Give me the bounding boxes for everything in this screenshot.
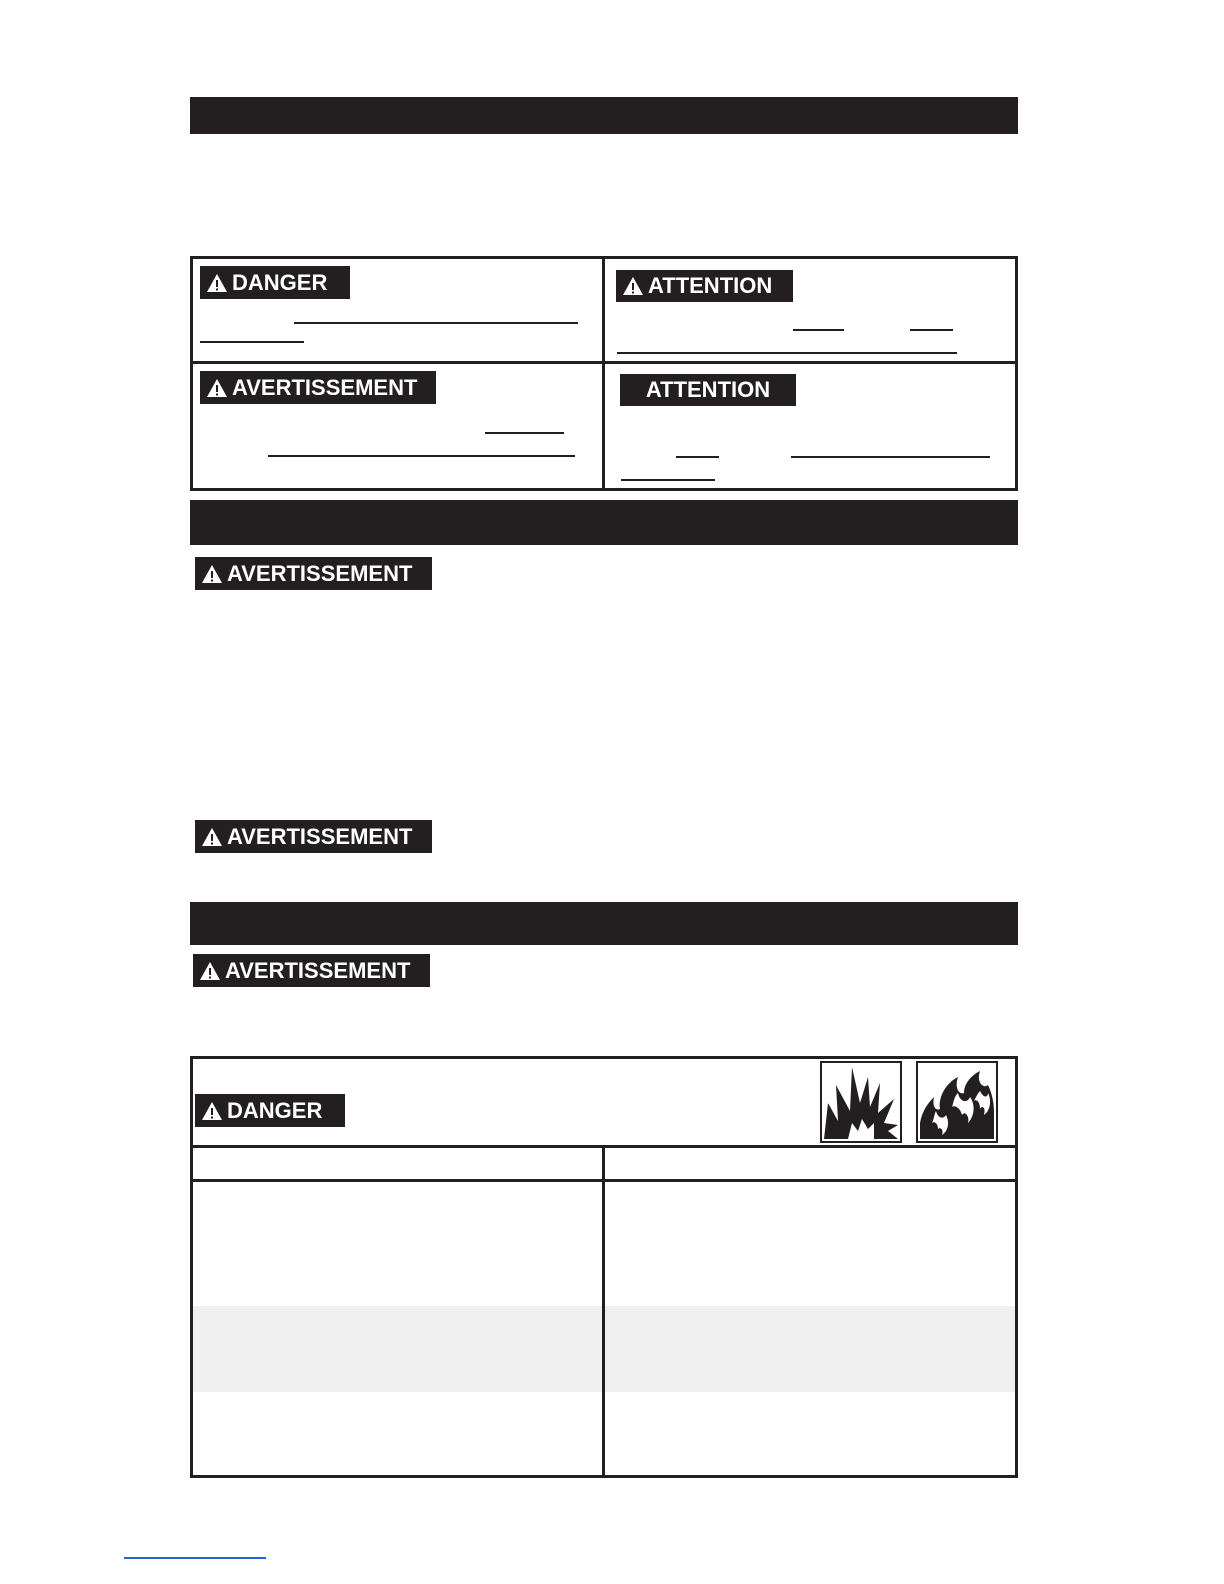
danger-label-hazard-table: [195, 1094, 345, 1127]
avertissement-label: [200, 371, 436, 404]
danger-label-text: DANGER: [232, 269, 328, 295]
fire-icon: [918, 1063, 996, 1141]
avertissement-label-section2-b: [195, 820, 432, 853]
attention-label-with-icon: [616, 270, 793, 302]
warning-triangle-icon: [199, 961, 221, 981]
avertissement-label-text: AVERTISSEMENT: [227, 823, 413, 849]
hazard-table-column-divider: [602, 1145, 605, 1478]
warning-triangle-icon: [201, 827, 223, 847]
attention-label-no-icon: [620, 374, 796, 406]
danger-def-underline-2: [200, 341, 304, 343]
avertissement-label-text: AVERTISSEMENT: [225, 957, 411, 983]
avertissement-def-underline-2: [268, 455, 575, 457]
attention-label-text: ATTENTION: [645, 377, 771, 402]
avertissement-label-text: AVERTISSEMENT: [227, 560, 413, 586]
section-header-bar-1: [190, 97, 1018, 134]
section-header-bar-2: [190, 500, 1018, 545]
danger-label: [200, 266, 350, 299]
avertissement-label-section2-a: [195, 557, 432, 590]
footer-link-underline[interactable]: [124, 1557, 266, 1559]
danger-label-text: DANGER: [227, 1097, 323, 1123]
attention-label-text: ATTENTION: [648, 273, 773, 298]
avertissement-def-underline-1: [485, 432, 564, 434]
avertissement-label-section3: [193, 954, 430, 987]
explosion-pictogram: [820, 1061, 902, 1143]
attention2-def-underline-2: [791, 456, 990, 458]
attention-def-underline-3: [617, 352, 957, 354]
signal-grid-vertical-divider: [602, 256, 605, 491]
attention2-def-underline-3: [621, 479, 715, 481]
fire-pictogram: [916, 1061, 998, 1143]
attention-def-underline-1: [793, 329, 844, 331]
section-header-bar-3: [190, 902, 1018, 945]
explosion-icon: [822, 1063, 900, 1141]
warning-triangle-icon: [201, 1101, 223, 1121]
warning-triangle-icon: [622, 276, 644, 296]
danger-def-underline-1: [294, 322, 578, 324]
warning-triangle-icon: [206, 378, 228, 398]
signal-grid-horizontal-divider: [190, 361, 1018, 364]
avertissement-label-text: AVERTISSEMENT: [232, 374, 418, 400]
attention-def-underline-2: [910, 329, 953, 331]
warning-triangle-icon: [201, 564, 223, 584]
attention2-def-underline-1: [676, 456, 719, 458]
warning-triangle-icon: [206, 273, 228, 293]
